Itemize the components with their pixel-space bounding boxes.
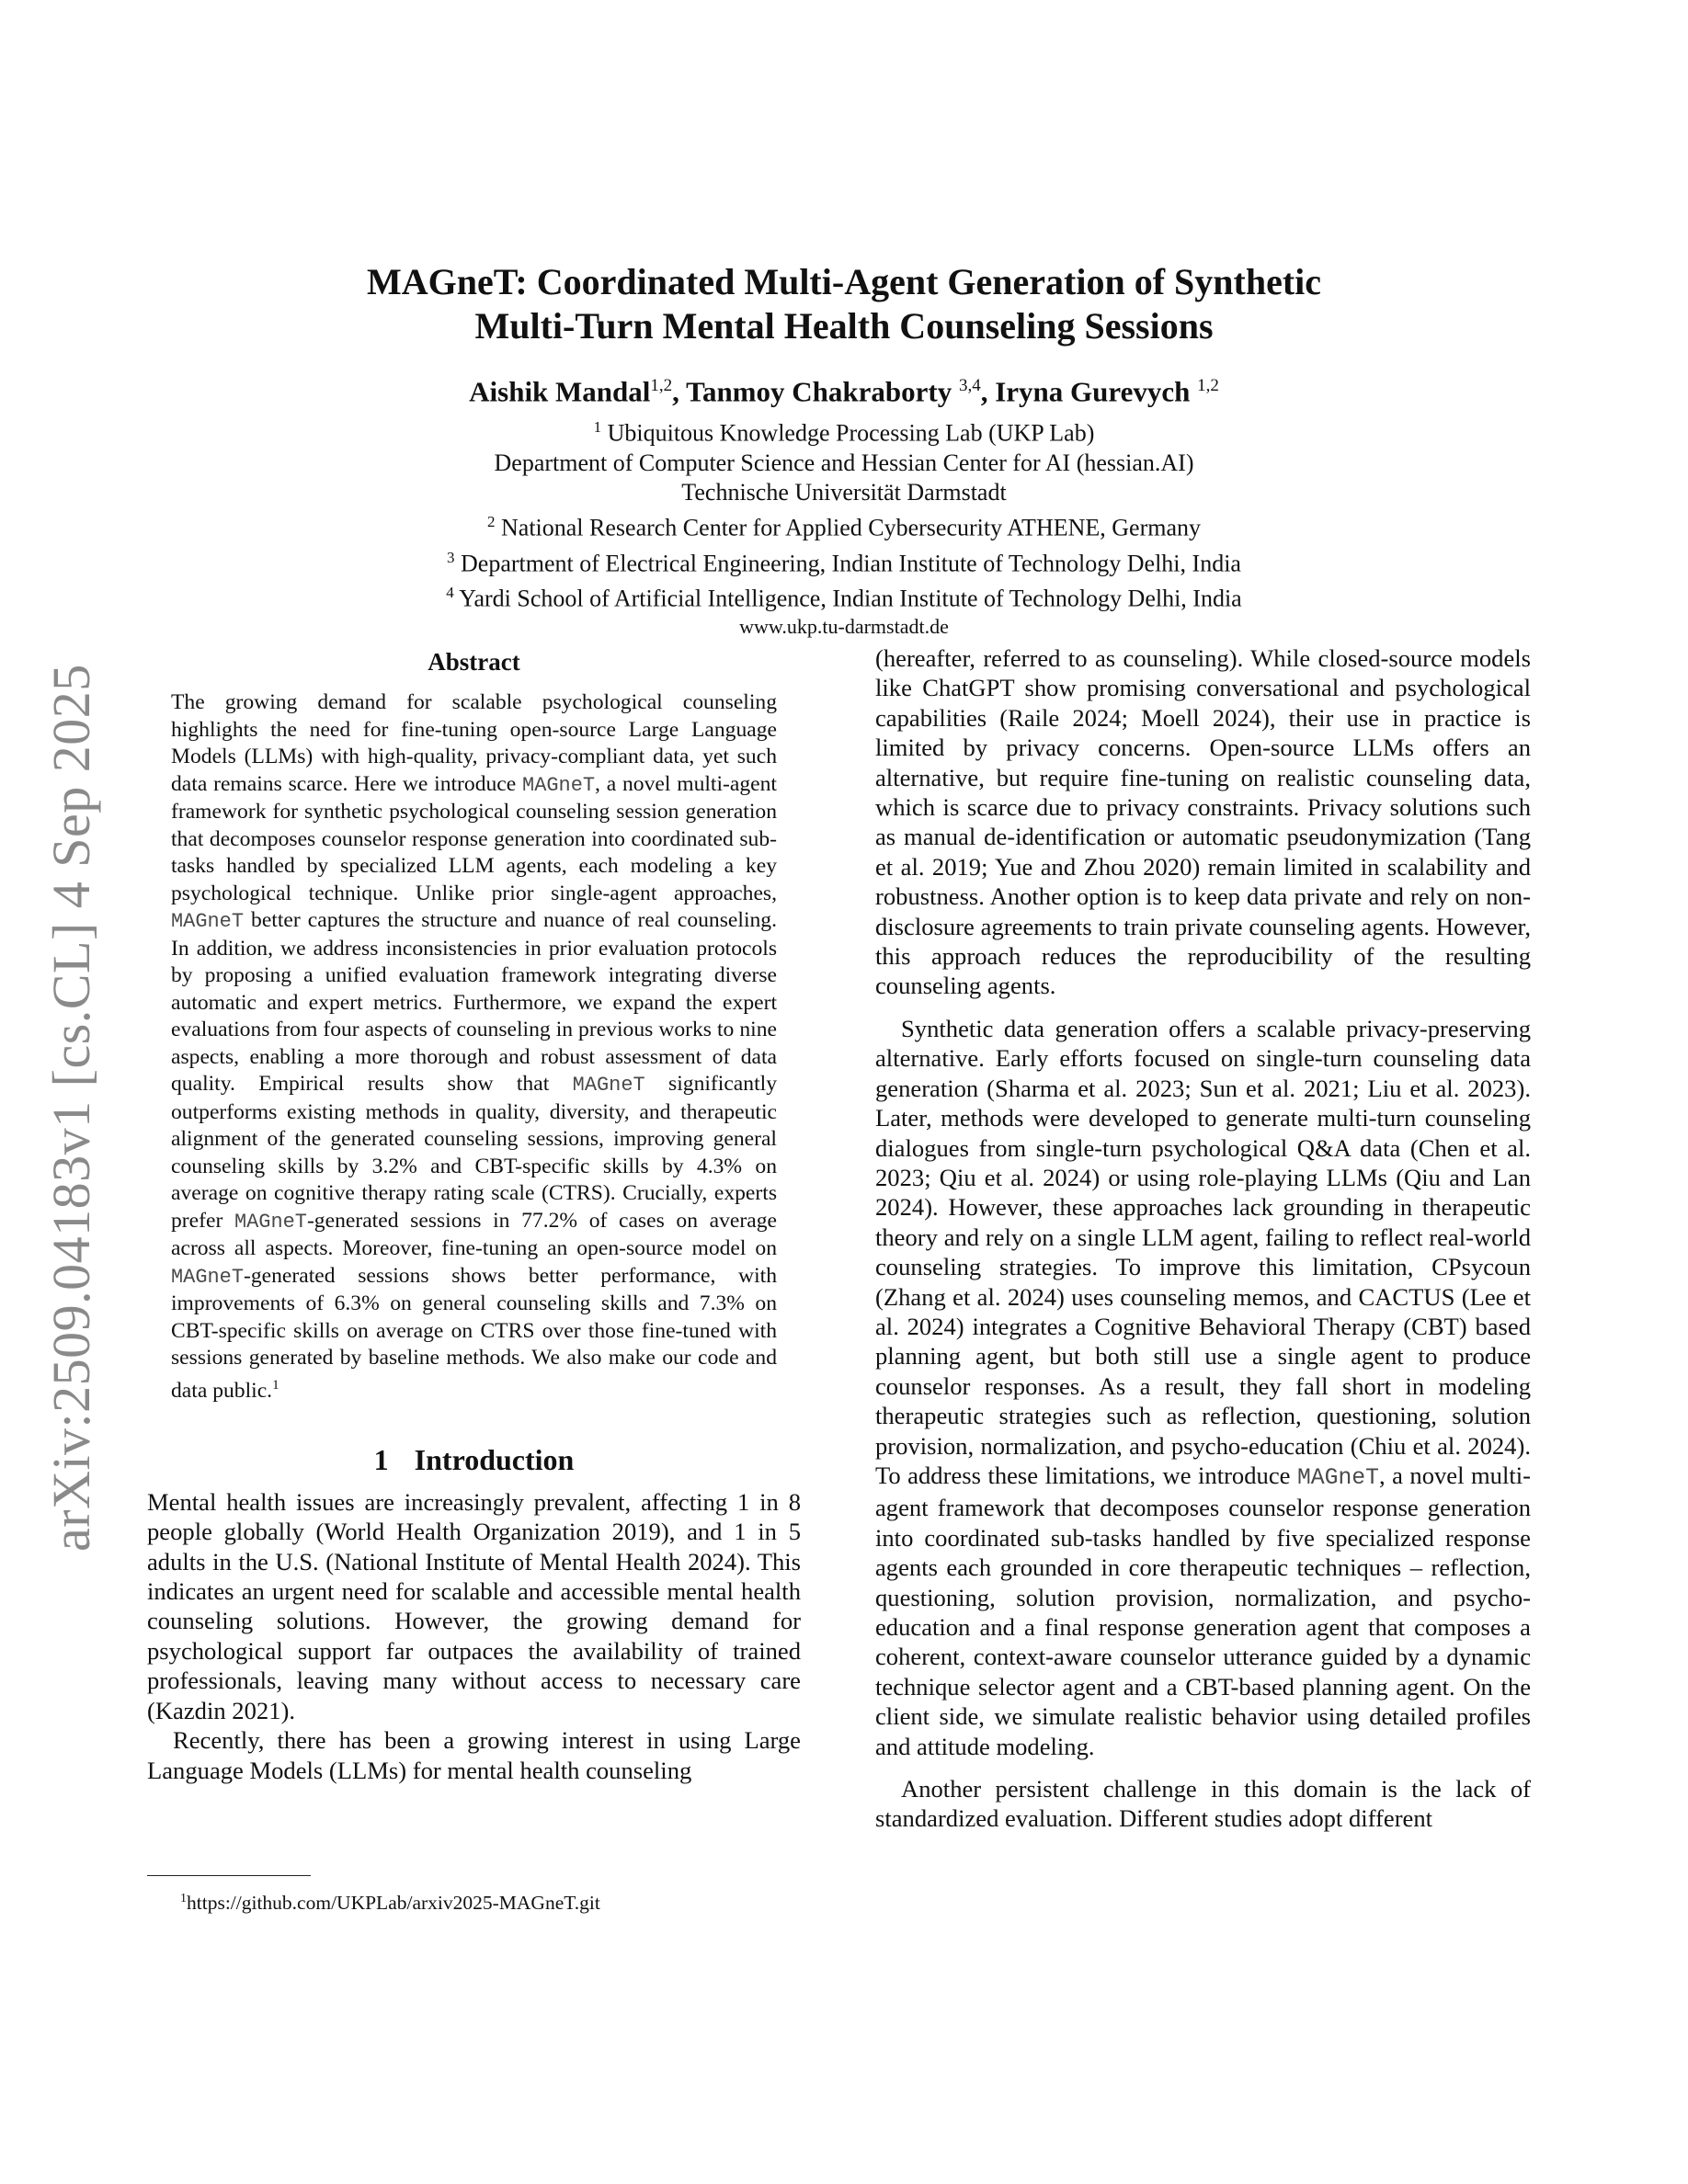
method-name: MAGneT — [234, 1210, 307, 1234]
author-affiliation-marker: 3,4 — [958, 376, 981, 395]
title-line-1: MAGneT: Coordinated Multi-Agent Generation of Synthetic — [366, 261, 1322, 302]
paragraph-segment: Synthetic data generation offers a scalable privacy-preserving alternative. Early efforts focused on single-turn counseling data generation (Sharma et al. 2023; Sun et al. 2021; Liu et al. 2023). Later, methods were developed to generate multi-turn counseling dialogues from single-turn psychological Q&A data (Chen et al. 2023; Qiu et al. 2024) or using role-playing LLMs (Qiu and Lan 2024). However, these approaches lack grounding in therapeutic theory and rely on a single LLM agent, failing to reflect real-world counseling strategies. To improve this limitation, CPsycoun (Zhang et al. 2024) uses counseling memos, and CACTUS (Lee et al. 2024) integrates a Cognitive Behavioral Therapy (CBT) based planning agent, but both still use a single agent to produce counselor responses. As a result, they fall short in modeling therapeutic strategies such as reflection, questioning, solution provision, normalization, and psycho-education (Chiu et al. 2024). To address these limitations, we introduce — [875, 1014, 1531, 1489]
footnote-number: 1 — [180, 1892, 187, 1905]
affiliation-4 — [0, 578, 1688, 614]
author-affiliation-marker: 1,2 — [1197, 376, 1219, 395]
right-column — [875, 643, 1531, 1834]
method-name: MAGneT — [171, 910, 244, 933]
affiliation-number: 4 — [446, 584, 454, 602]
method-name: MAGneT — [1296, 1464, 1379, 1491]
paragraph-segment: , a novel multi-agent framework that decomposes counselor response generation into coordinated sub-tasks handled by five specialized response agents each grounded in core therapeutic techniques – reflection, questioning, solution provision, normalization, and psycho-education and a final response generation agent that composes a coherent, context-aware counselor utterance guided by a dynamic technique selector agent and a CBT-based planning agent. On the client side, we simulate realistic behavior using detailed profiles and attitude modeling. — [875, 1461, 1531, 1760]
method-name: MAGneT — [522, 773, 596, 797]
abstract-segment: , a novel multi-agent framework for synthetic psychological counseling session generation that decomposes counselor response generation into coordinated sub-tasks handled by specialized LLM agents, each modeling a key psychological technique. Unlike prior single-agent approaches, — [171, 771, 777, 905]
section-title: Introduction — [414, 1442, 575, 1476]
affiliation-1-department: Department of Computer Science and Hessian Center for AI (hessian.AI) — [494, 449, 1194, 476]
author-name: Tanmoy Chakraborty — [686, 375, 959, 408]
arxiv-identifier-stamp: arXiv:2509.04183v1 [cs.CL] 4 Sep 2025 — [41, 664, 101, 1552]
affiliation-text: Ubiquitous Knowledge Processing Lab (UKP Lab) — [601, 419, 1095, 447]
abstract-segment: -generated sessions shows better performance, with improvements of 6.3% on general counseling skills and 7.3% on CBT-specific skills on average on CTRS over those fine-tuned with sessions generated by baseline methods. We also make our code and data public. — [171, 1263, 777, 1403]
right-paragraph-1: (hereafter, referred to as counseling). While closed-source models like ChatGPT show promising conversational and psychological capabilities (Raile 2024; Moell 2024), their use in practice is limited by privacy concerns. Open-source LLMs offers an alternative, but require fine-tuning on realistic counseling data, which is scarce due to privacy constraints. Privacy solutions such as manual de-identification or automatic pseudonymization (Tang et al. 2019; Yue and Zhou 2020) remain limited in scalability and robustness. Another option is to keep data private and rely on non-disclosure agreements to train private counseling agents. However, this approach reduces the reproducibility of the resulting counseling agents. — [875, 644, 1531, 1000]
affiliation-text: Yardi School of Artificial Intelligence, Indian Institute of Technology Delhi, India — [453, 585, 1242, 612]
author-separator: , — [980, 375, 996, 408]
abstract-heading: Abstract — [428, 648, 520, 676]
abstract-segment: better captures the structure and nuance of real counseling. In addition, we address inconsistencies in prior evaluation protocols by proposing a unified evaluation framework integrating diverse automatic and expert metrics. Furthermore, we expand the expert evaluations from four aspects of counseling in previous works to nine aspects, enabling a more thorough and robust assessment of data quality. Empirical results show that — [171, 908, 777, 1096]
affiliation-block — [0, 413, 1688, 640]
abstract-text — [171, 689, 777, 1405]
intro-paragraph-2: Recently, there has been a growing interest in using Large Language Models (LLMs) for mental health counseling — [147, 1726, 801, 1784]
affiliation-number: 1 — [593, 418, 602, 437]
lab-website: www.ukp.tu-darmstadt.de — [739, 614, 949, 638]
title-line-2: Multi-Turn Mental Health Counseling Sessions — [474, 305, 1214, 347]
intro-paragraph-1: Mental health issues are increasingly prevalent, affecting 1 in 8 people globally (World Health Organization 2019), and 1 in 5 adults in the U.S. (National Institute of Mental Health 2024). This indicates an urgent need for scalable and accessible mental health counseling solutions. However, the growing demand for psychological support far outpaces the availability of trained professionals, leaving many without access to necessary care (Kazdin 2021). — [147, 1487, 801, 1724]
paper-header — [0, 260, 1688, 640]
abstract-segment: -generated sessions in 77.2% of cases on average across all aspects. Moreover, fine-tuning an open-source model on — [171, 1208, 777, 1260]
footnote-marker: 1 — [272, 1377, 279, 1393]
right-paragraph-2 — [875, 1014, 1531, 1761]
footnote-url[interactable]: https://github.com/UKPLab/arxiv2025-MAGneT.git — [187, 1892, 600, 1915]
author-name: Iryna Gurevych — [995, 375, 1198, 408]
paragraph-gap — [875, 1761, 1531, 1774]
section-heading-introduction — [147, 1441, 801, 1478]
footnote — [180, 1887, 600, 1915]
footnote-divider — [147, 1875, 311, 1876]
affiliation-1 — [0, 413, 1688, 449]
affiliation-1-university: Technische Universität Darmstadt — [681, 478, 1007, 506]
paragraph-gap — [875, 1001, 1531, 1014]
right-paragraph-3: Another persistent challenge in this domain is the lack of standardized evaluation. Different studies adopt different — [875, 1775, 1531, 1833]
abstract-segment: The growing demand for scalable psychological counseling highlights the need for fine-tuning open-source Large Language Models (LLMs) with high-quality, privacy-compliant data, yet such data remains scarce. Here we introduce — [171, 690, 777, 796]
method-name: MAGneT — [171, 1265, 244, 1289]
section-number: 1 — [373, 1442, 389, 1476]
affiliation-text: Department of Electrical Engineering, Indian Institute of Technology Delhi, India — [454, 550, 1241, 577]
method-name: MAGneT — [572, 1074, 645, 1097]
affiliation-number: 3 — [447, 548, 455, 566]
left-column — [147, 646, 801, 1785]
author-affiliation-marker: 1,2 — [650, 376, 673, 395]
author-list — [0, 369, 1688, 409]
affiliation-2 — [0, 507, 1688, 543]
paper-title — [0, 260, 1688, 348]
abstract-segment: significantly outperforms existing methods in quality, diversity, and therapeutic alignment of the generated counseling sessions, improving general counseling skills by 3.2% and CBT-specific skills by 4.3% on average on cognitive therapy rating scale (CTRS). Crucially, experts prefer — [171, 1072, 777, 1233]
author-name: Aishik Mandal — [469, 375, 651, 408]
affiliation-text: National Research Center for Applied Cybersecurity ATHENE, Germany — [495, 514, 1201, 541]
author-separator: , — [672, 375, 687, 408]
affiliation-3 — [0, 543, 1688, 579]
affiliation-number: 2 — [487, 512, 496, 530]
